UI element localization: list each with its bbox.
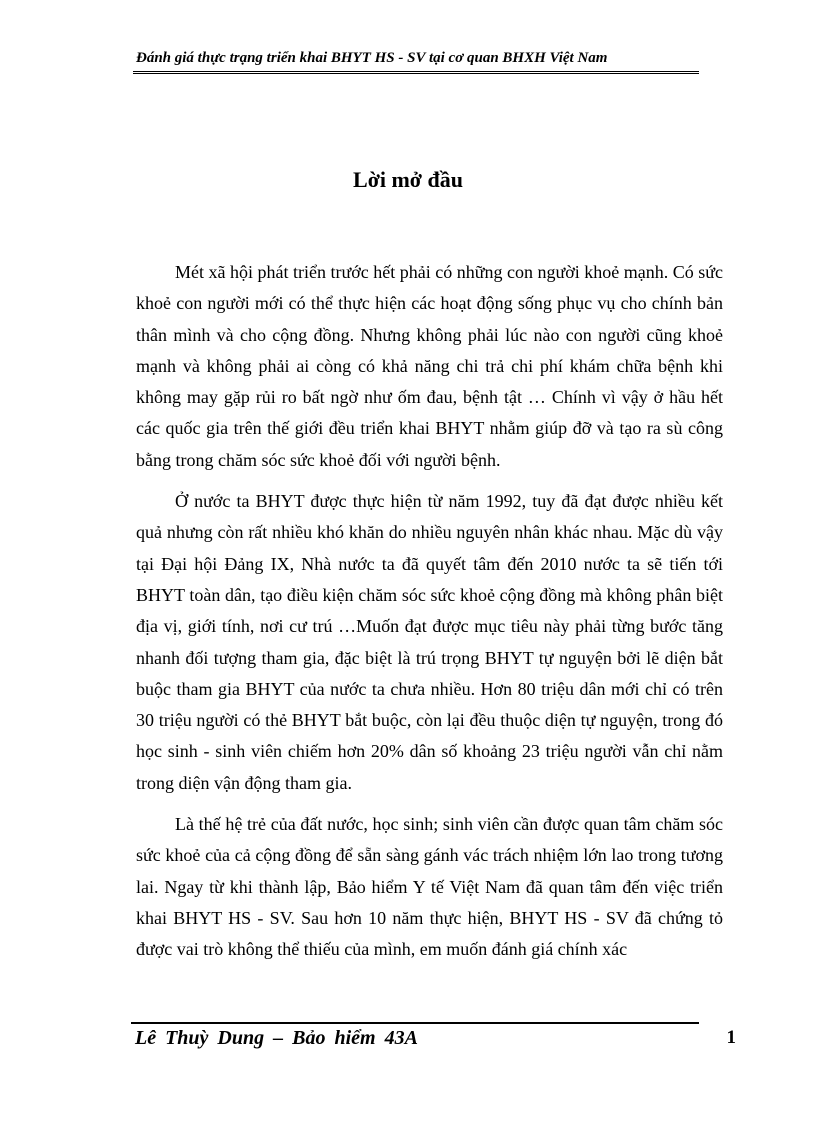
header-divider: [133, 71, 699, 74]
running-header: Đánh giá thực trạng triển khai BHYT HS - SV tại cơ quan BHXH Việt Nam: [136, 50, 608, 66]
footer-divider: [131, 1022, 699, 1024]
paragraph: Là thế hệ trẻ của đất nước, học sinh; sinh viên cần được quan tâm chăm sóc sức khoẻ của cả cộng đồng để sẵn sàng gánh vác trách nhiệm lớn lao trong tương lai. Ngay từ khi thành lập, Bảo hiểm Y tế Việt Nam đã quan tâm đến việc triển khai BHYT HS - SV. Sau hơn 10 năm thực hiện, BHYT HS - SV đã chứng tỏ được vai trò không thể thiếu của mình, em muốn đánh giá chính xác: [136, 814, 723, 960]
page-title: Lời mở đầu: [353, 167, 463, 192]
page-number: 1: [726, 1027, 736, 1048]
footer-author: Lê Thuỳ Dung – Bảo hiểm 43A: [135, 1027, 418, 1049]
paragraph: Ở nước ta BHYT được thực hiện từ năm 1992, tuy đã đạt được nhiều kết quả nhưng còn rất nhiều khó khăn do nhiều nguyên nhân khác nhau. Mặc dù vậy tại Đại hội Đảng IX, Nhà nước ta đã quyết tâm đến 2010 nước ta sẽ tiến tới BHYT toàn dân, tạo điều kiện chăm sóc sức khoẻ cộng đồng mà không phân biệt địa vị, giới tính, nơi cư trú …Muốn đạt được mục tiêu này phải từng bước tăng nhanh đối tượng tham gia, đặc biệt là trú trọng BHYT tự nguyện bởi lẽ diện bắt buộc tham gia BHYT của nước ta chưa nhiều. Hơn 80 triệu dân mới chỉ có trên 30 triệu người có thẻ BHYT bắt buộc, còn lại đều thuộc diện tự nguyện, trong đó học sinh - sinh viên chiếm hơn 20% dân số khoảng 23 triệu người vẫn chỉ nằm trong diện vận động tham gia.: [136, 491, 723, 793]
body-text: [136, 257, 723, 976]
paragraph: Mét xã hội phát triển trước hết phải có những con người khoẻ mạnh. Có sức khoẻ con người mới có thể thực hiện các hoạt động sống phục vụ cho chính bản thân mình và cho cộng đồng. Nhưng không phải lúc nào con người cũng khoẻ mạnh và không phải ai còng có khả năng chi trả chi phí khám chữa bệnh khi không may gặp rủi ro bất ngờ như ốm đau, bệnh tật … Chính vì vậy ở hầu hết các quốc gia trên thế giới đều triển khai BHYT nhằm giúp đỡ và tạo ra sù công bằng trong chăm sóc sức khoẻ đối với người bệnh.: [136, 262, 723, 470]
